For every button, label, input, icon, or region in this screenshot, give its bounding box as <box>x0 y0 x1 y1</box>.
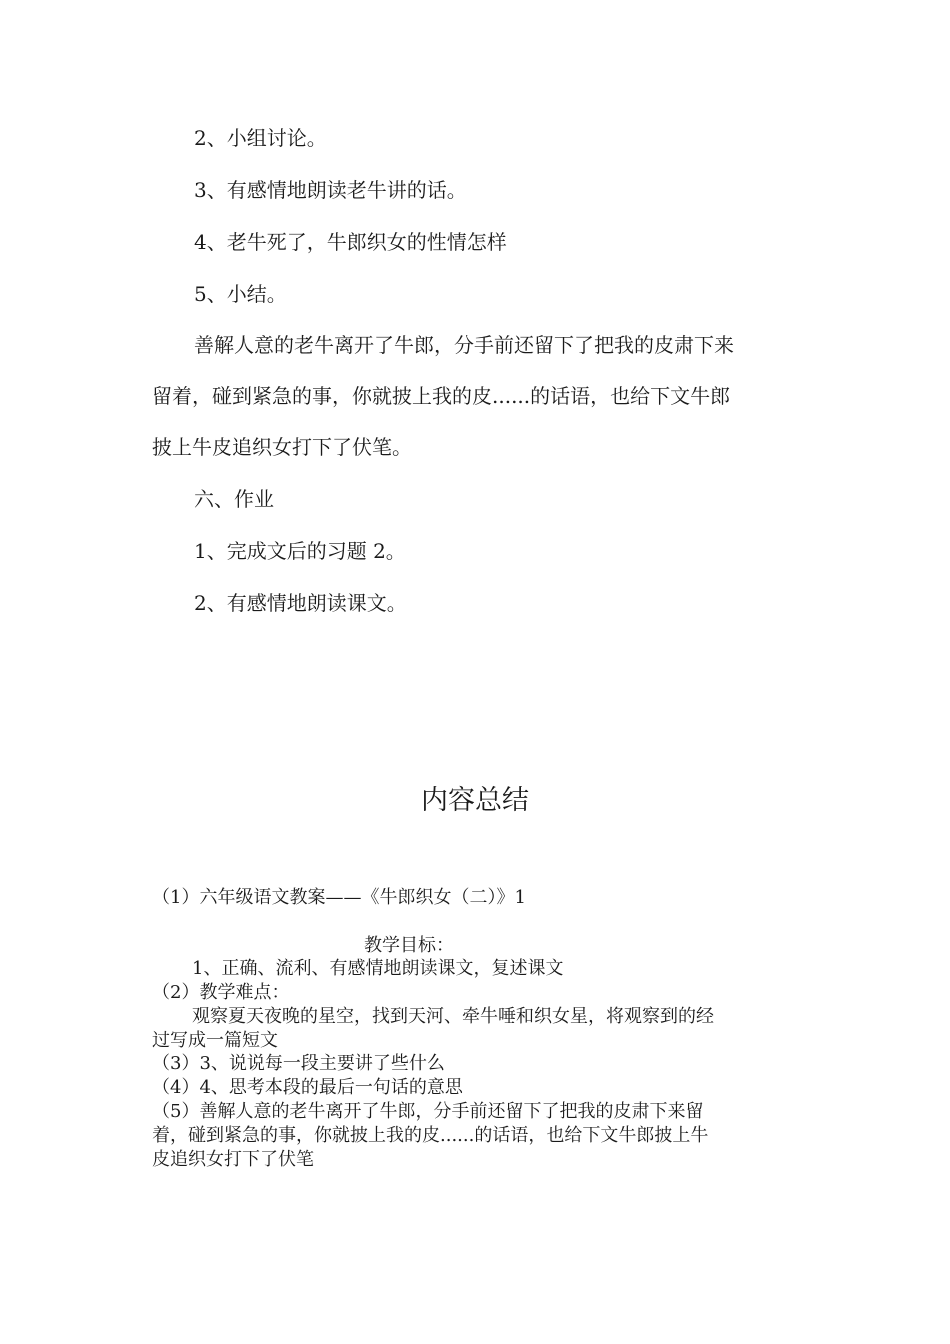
paragraph-line: 披上牛皮追织女打下了伏笔。 <box>152 435 412 459</box>
summary-line: （3）3、说说每一段主要讲了些什么 <box>152 1053 445 1074</box>
homework-item: 1、完成文后的习题 2。 <box>194 539 406 563</box>
paragraph-line: 留着，碰到紧急的事，你就披上我的皮......的话语，也给下文牛郎 <box>152 384 731 408</box>
summary-line: 教学目标： <box>364 935 454 956</box>
homework-item: 2、有感情地朗读课文。 <box>194 591 407 615</box>
list-item-read-aloud: 3、有感情地朗读老牛讲的话。 <box>194 178 467 202</box>
summary-line: 着，碰到紧急的事，你就披上我的皮......的话语，也给下文牛郎披上牛 <box>152 1125 709 1146</box>
summary-line: 1、正确、流利、有感情地朗读课文，复述课文 <box>192 958 564 979</box>
list-item-summary: 5、小结。 <box>194 282 287 306</box>
section-heading-homework: 六、作业 <box>194 487 274 511</box>
summary-line: 皮追织女打下了伏笔 <box>152 1149 314 1170</box>
summary-line: （5）善解人意的老牛离开了牛郎，分手前还留下了把我的皮肃下来留 <box>152 1101 704 1122</box>
paragraph-line: 善解人意的老牛离开了牛郎，分手前还留下了把我的皮肃下来 <box>194 333 734 357</box>
list-item-question: 4、老牛死了，牛郎织女的性情怎样 <box>194 230 507 254</box>
summary-line: 观察夏天夜晚的星空，找到天河、牵牛唾和织女星，将观察到的经 <box>192 1006 714 1027</box>
summary-line: （4）4、思考本段的最后一句话的意思 <box>152 1077 463 1098</box>
summary-line: 过写成一篇短文 <box>152 1030 278 1051</box>
summary-line: （1）六年级语文教案——《牛郎织女（二）》1 <box>152 887 526 908</box>
summary-title: 内容总结 <box>421 785 529 816</box>
summary-line: （2）教学难点： <box>152 982 290 1003</box>
list-item-discussion: 2、小组讨论。 <box>194 126 327 150</box>
